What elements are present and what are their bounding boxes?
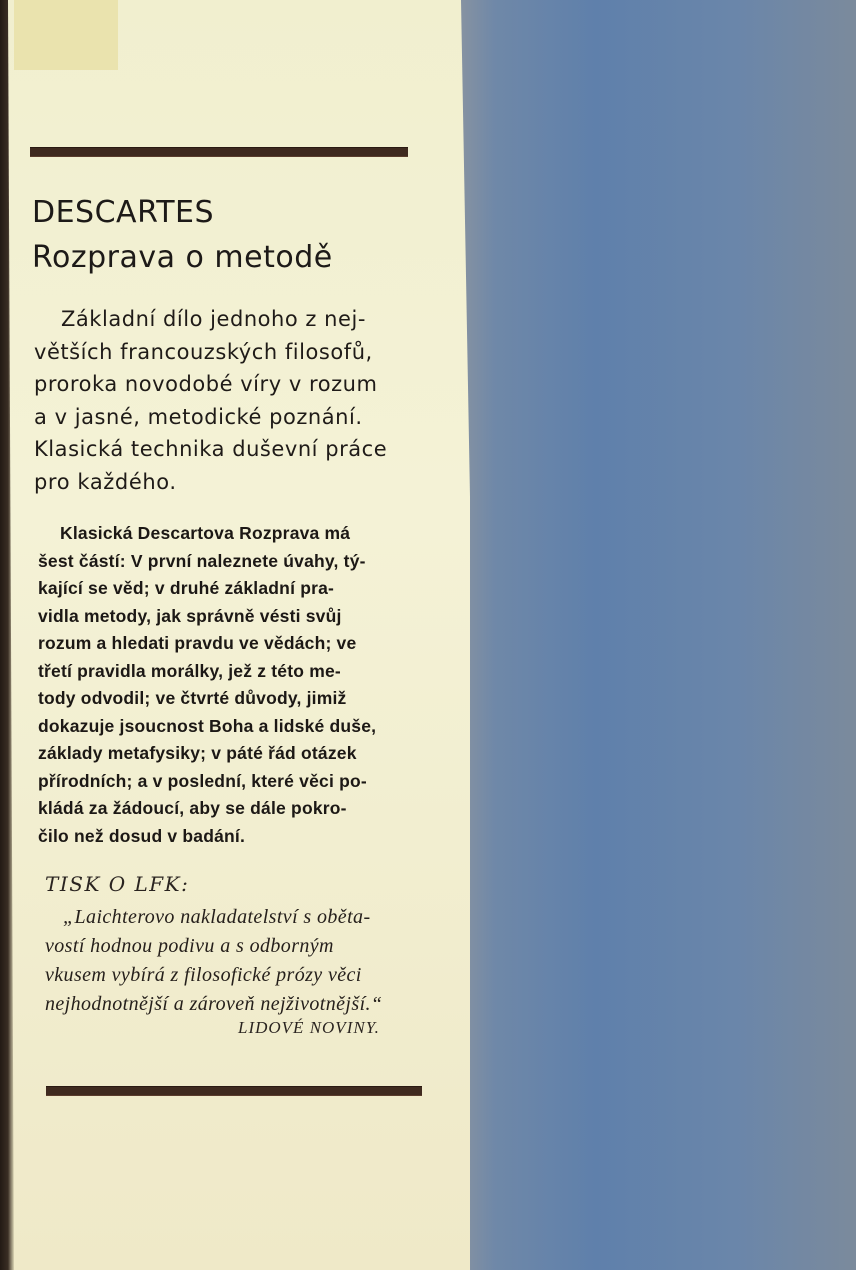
quote-source: LIDOVÉ NOVINY.: [238, 1018, 380, 1037]
intro-line: Klasická technika duševní práce: [34, 437, 388, 461]
body-line: šest částí: V první naleznete úvahy, tý-: [38, 550, 366, 571]
quote-line: vostí hodnou podivu a s odborným: [45, 935, 334, 957]
intro-line: Základní dílo jednoho z nej-: [61, 307, 366, 331]
intro-paragraph: [34, 303, 414, 498]
intro-line: a v jasné, metodické poznání.: [34, 404, 363, 429]
body-line: kládá za žádoucí, aby se dále pokro-: [38, 798, 347, 818]
body-line: přírodních; a v poslední, které věci po-: [38, 770, 367, 791]
body-line: kající se věd; v druhé základní pra-: [38, 578, 335, 598]
body-line: Klasická Descartova Rozprava má: [60, 523, 351, 543]
press-heading: TISK O LFK:: [45, 872, 190, 896]
quote-line: nejhodnotnější a zároveň nejživotnější.“: [45, 993, 383, 1015]
body-line: třetí pravidla morálky, jež z této me-: [38, 660, 341, 681]
body-line: tody odvodil; ve čtvrté důvody, jimiž: [38, 688, 347, 708]
body-line: základy metafysiky; v páté řád otázek: [38, 743, 357, 763]
body-line: vidla metody, jak správně vésti svůj: [38, 605, 342, 626]
body-line: rozum a hledati pravdu ve vědách; ve: [38, 633, 357, 653]
description-paragraph: [38, 520, 416, 850]
body-line: čilo než dosud v badání.: [38, 825, 246, 846]
intro-line: větších francouzských filosofů,: [34, 339, 373, 364]
quote-line: vkusem vybírá z filosofické prózy věci: [45, 964, 362, 986]
intro-line: proroka novodobé víry v rozum: [34, 372, 378, 396]
blue-back-cover: [455, 0, 856, 1270]
quote-line: „Laichterovo nakladatelství s oběta-: [63, 906, 371, 928]
tape-strip: [14, 0, 118, 70]
author-title: DESCARTES: [32, 195, 215, 230]
book-title: Rozprava o metodě: [32, 240, 333, 275]
top-rule: [30, 147, 408, 157]
intro-line: pro každého.: [34, 469, 177, 494]
press-quote: [45, 903, 421, 1019]
bottom-rule: [46, 1086, 422, 1096]
body-line: dokazuje jsoucnost Boha a lidské duše,: [38, 715, 377, 736]
